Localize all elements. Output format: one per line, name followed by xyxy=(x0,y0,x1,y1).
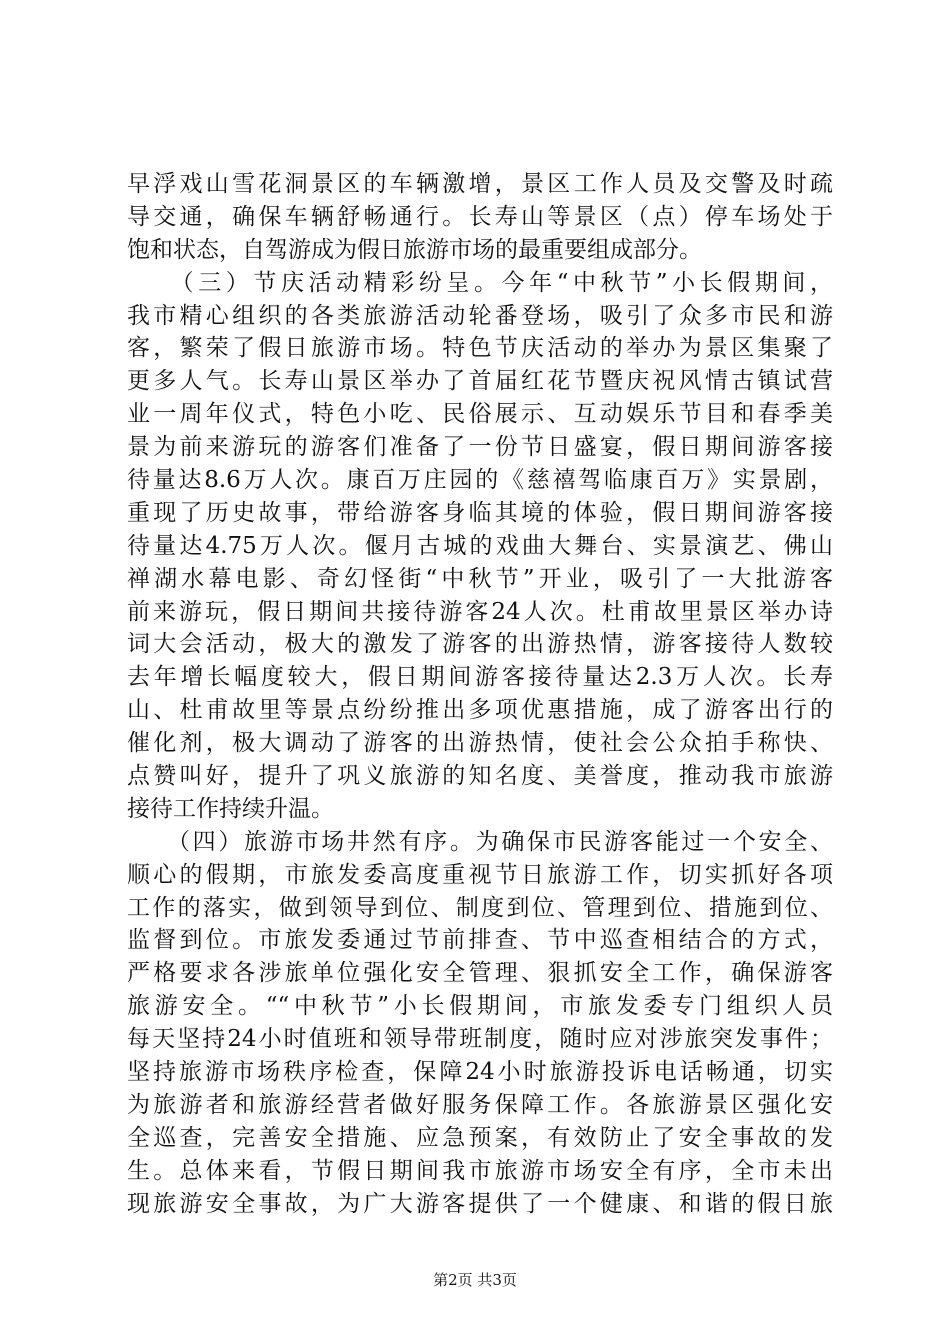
text-line: 前来游玩，假日期间共接待游客24人次。杜甫故里景区举办诗 xyxy=(127,598,833,625)
text-line: 更多人气。长寿山景区举办了首届红花节暨庆祝风情古镇试营 xyxy=(127,368,833,395)
text-line: 催化剂，极大调动了游客的出游热情，使社会公众拍手称快、 xyxy=(127,730,833,757)
text-line: 业一周年仪式，特色小吃、民俗展示、互动娱乐节目和春季美 xyxy=(127,401,833,428)
text-line: 客，繁荣了假日旅游市场。特色节庆活动的举办为景区集聚了 xyxy=(127,335,833,362)
text-line: 饱和状态，自驾游成为假日旅游市场的最重要组成部分。 xyxy=(127,236,702,263)
text-line: 景为前来游玩的游客们准备了一份节日盛宴，假日期间游客接 xyxy=(127,434,833,461)
text-line: 早浮戏山雪花洞景区的车辆激增，景区工作人员及交警及时疏 xyxy=(127,171,833,197)
text-line: 重现了历史故事，带给游客身临其境的体验，假日期间游客接 xyxy=(127,499,833,526)
text-line: 词大会活动，极大的激发了游客的出游热情，游客接待人数较 xyxy=(127,631,833,658)
text-line: 顺心的假期，市旅发委高度重视节日旅游工作，切实抓好各项 xyxy=(127,861,833,888)
text-line: （三）节庆活动精彩纷呈。今年“中秋节”小长假期间， xyxy=(127,269,833,296)
text-line: 待量达4.75万人次。偃月古城的戏曲大舞台、实景演艺、佛山 xyxy=(127,532,833,559)
text-line: 监督到位。市旅发委通过节前排查、节中巡查相结合的方式， xyxy=(127,927,833,954)
text-line: 坚持旅游市场秩序检查，保障24小时旅游投诉电话畅通，切实 xyxy=(127,1059,833,1086)
body-text xyxy=(127,168,833,1221)
text-line: 全巡查，完善安全措施、应急预案，有效防止了安全事故的发 xyxy=(127,1124,833,1151)
text-line: 工作的落实，做到领导到位、制度到位、管理到位、措施到位、 xyxy=(127,894,833,921)
text-line: 山、杜甫故里等景点纷纷推出多项优惠措施，成了游客出行的 xyxy=(127,697,833,724)
text-line: （四）旅游市场井然有序。为确保市民游客能过一个安全、 xyxy=(127,828,833,855)
text-line: 去年增长幅度较大，假日期间游客接待量达2.3万人次。长寿 xyxy=(127,664,833,691)
text-line: 现旅游安全事故，为广大游客提供了一个健康、和谐的假日旅 xyxy=(127,1190,833,1217)
text-line: 禅湖水幕电影、奇幻怪街“中秋节”开业，吸引了一大批游客 xyxy=(127,565,833,592)
page-number-footer: 第2页 共3页 xyxy=(433,1271,517,1289)
text-line: 我市精心组织的各类旅游活动轮番登场，吸引了众多市民和游 xyxy=(127,302,833,329)
text-line: 为旅游者和旅游经营者做好服务保障工作。各旅游景区强化安 xyxy=(127,1091,833,1118)
text-line: 接待工作持续升温。 xyxy=(127,795,334,822)
text-line: 严格要求各涉旅单位强化安全管理、狠抓安全工作，确保游客 xyxy=(127,960,833,987)
text-line: 生。总体来看，节假日期间我市旅游市场安全有序，全市未出 xyxy=(127,1157,833,1184)
text-line: 点赞叫好，提升了巩义旅游的知名度、美誉度，推动我市旅游 xyxy=(127,763,833,790)
text-line: 旅游安全。““中秋节”小长假期间，市旅发委专门组织人员 xyxy=(127,993,833,1020)
text-line: 每天坚持24小时值班和领导带班制度，随时应对涉旅突发事件； xyxy=(127,1026,833,1053)
text-line: 待量达8.6万人次。康百万庄园的《慈禧驾临康百万》实景剧， xyxy=(127,467,833,494)
text-line: 导交通，确保车辆舒畅通行。长寿山等景区（点）停车场处于 xyxy=(127,203,833,230)
